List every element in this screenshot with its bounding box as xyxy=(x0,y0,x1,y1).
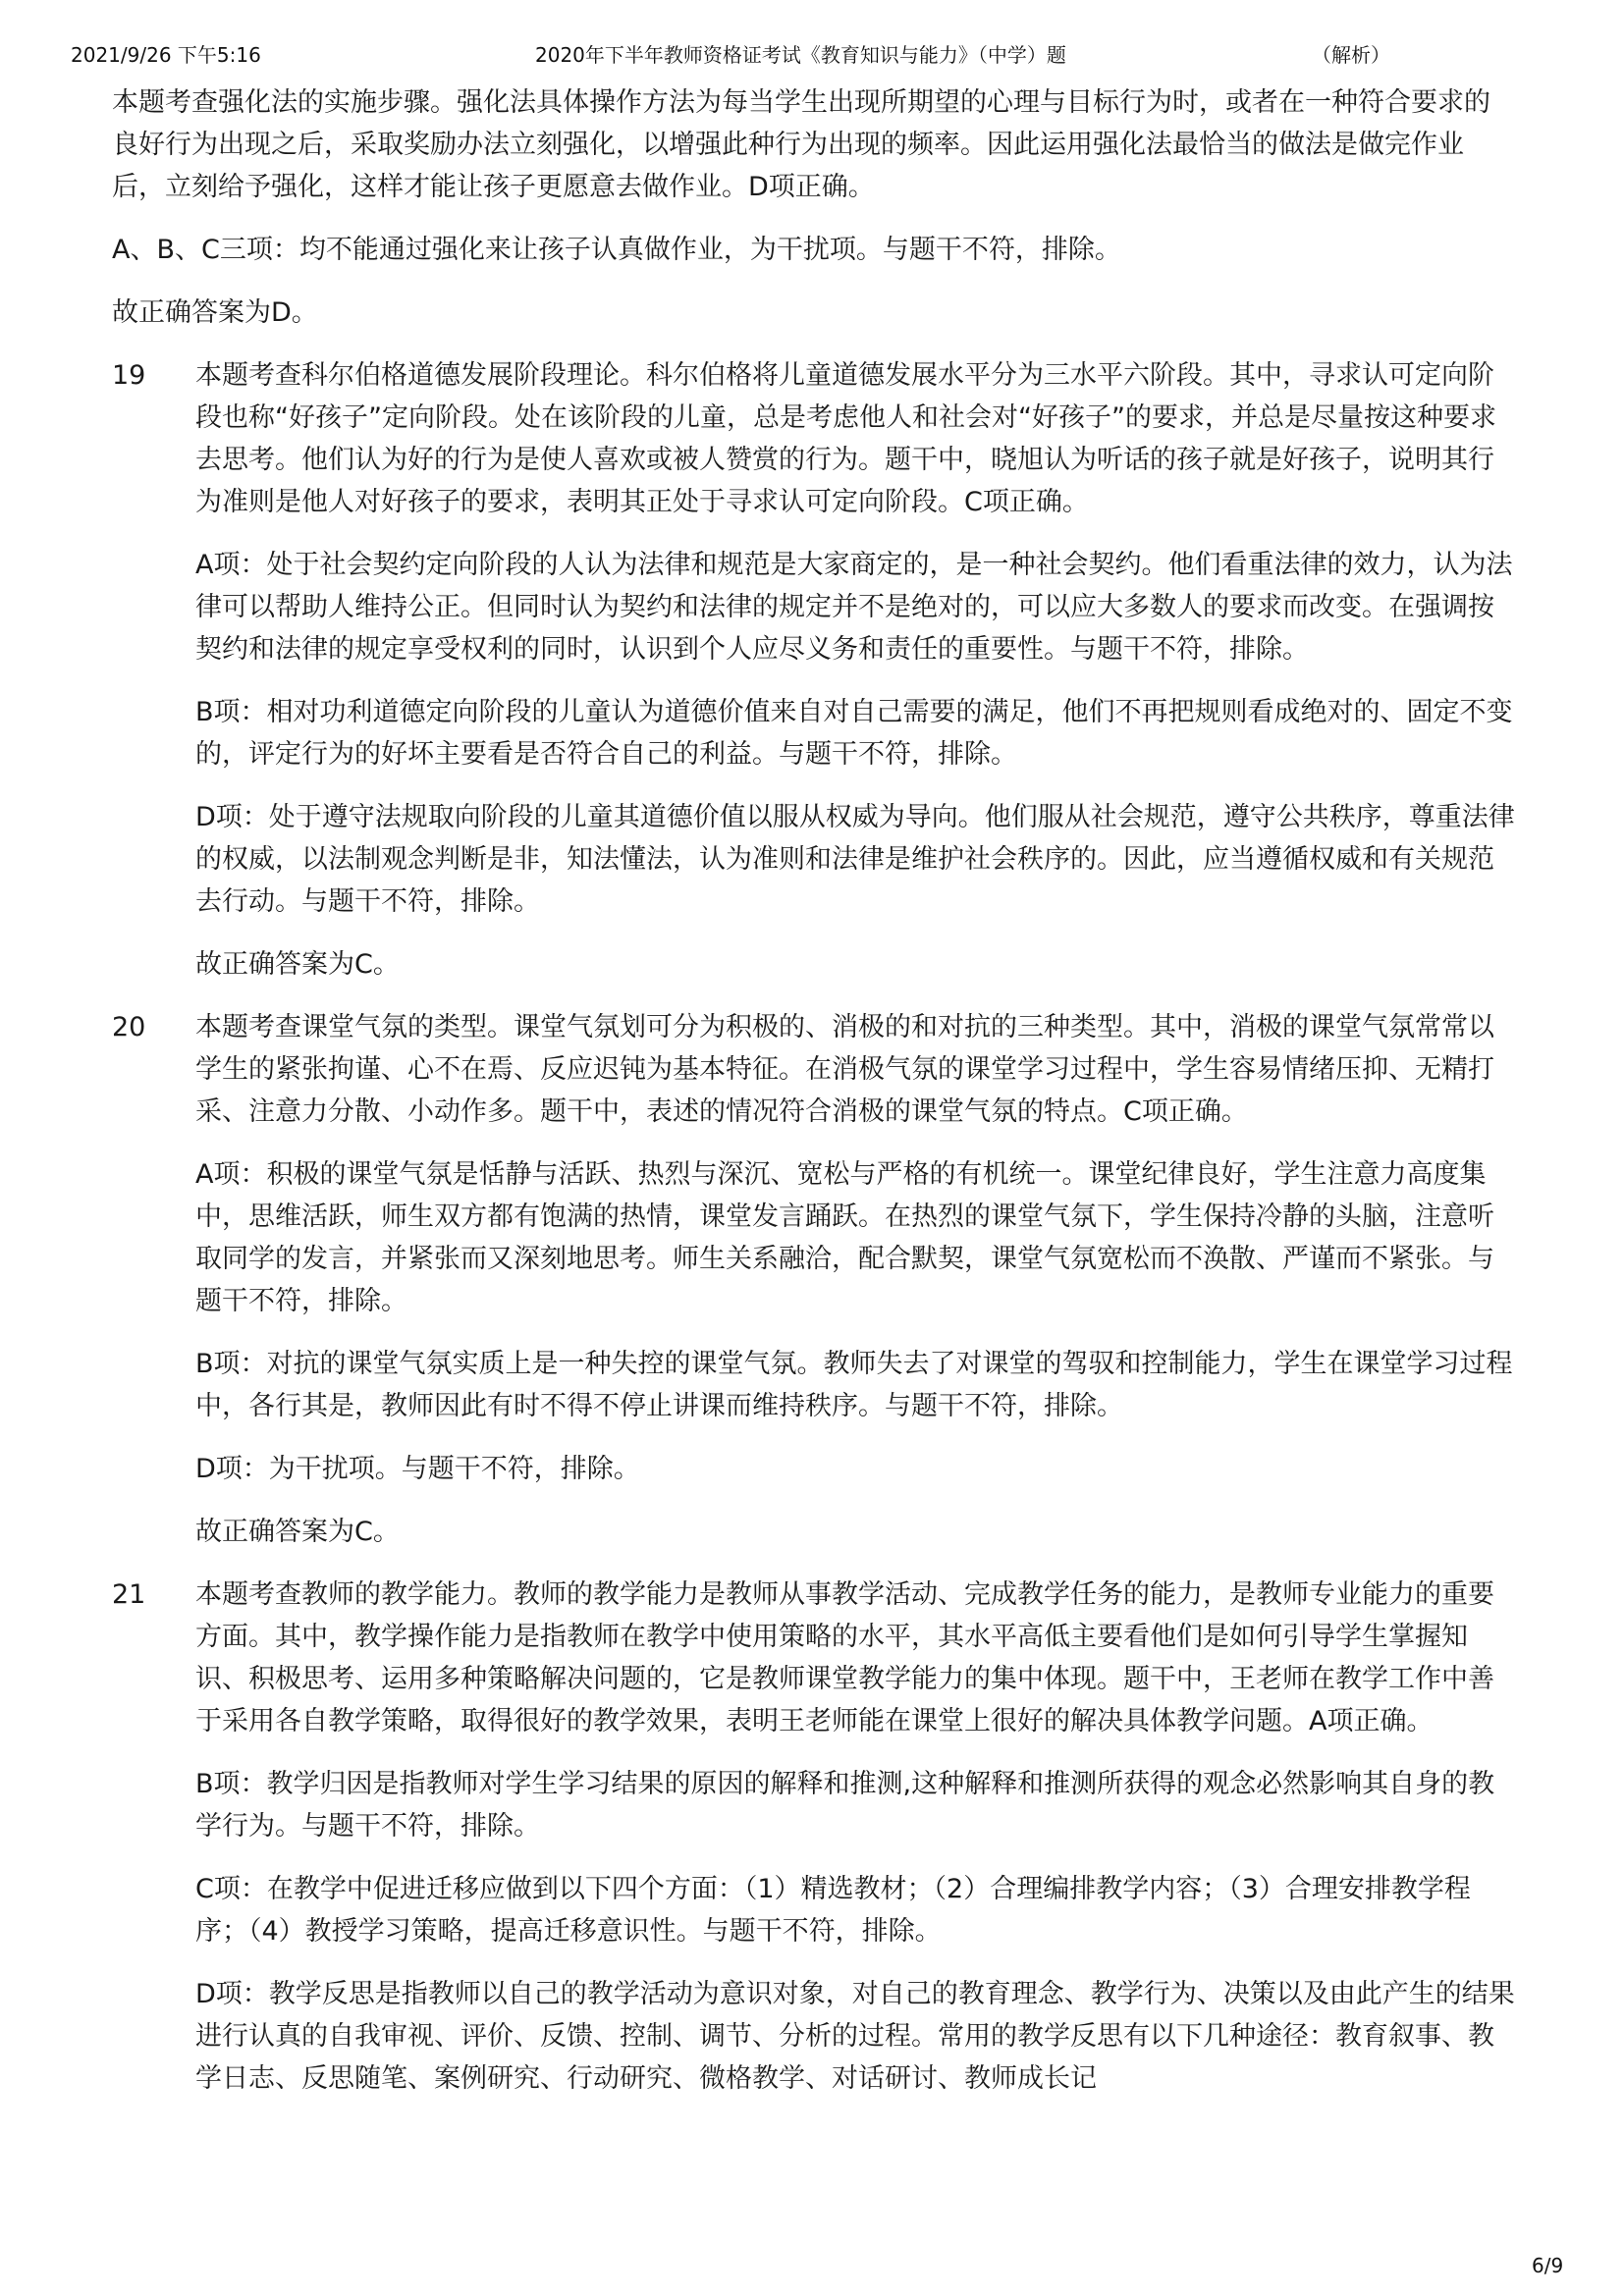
print-datetime: 2021/9/26 下午5:16 xyxy=(71,43,261,67)
page-number: 6/9 xyxy=(1532,2254,1564,2277)
paragraph: 本题考查教师的教学能力。教师的教学能力是教师从事教学活动、完成教学任务的能力，是教师专业能力的重要方面。其中，教学操作能力是指教师在教学中使用策略的水平，其水平高低主要看他们是如何引导学生掌握知识、积极思考、运用多种策略解决问题的，它是教师课堂教学能力的集中体现。题干中，王老师在教学工作中善于采用各自教学策略，取得很好的教学效果，表明王老师能在课堂上很好的解决具体教学问题。A项正确。 xyxy=(195,1579,1494,1736)
paragraph: D项：处于遵守法规取向阶段的儿童其道德价值以服从权威为导向。他们服从社会规范，遵守公共秩序，尊重法律的权威，以法制观念判断是非，知法懂法，认为准则和法律是维护社会秩序的。因此，应当遵循权威和有关规范去行动。与题干不符，排除。 xyxy=(195,802,1515,917)
paragraph: A项：积极的课堂气氛是恬静与活跃、热烈与深沉、宽松与严格的有机统一。课堂纪律良好，学生注意力高度集中，思维活跃，师生双方都有饱满的热情，课堂发言踊跃。在热烈的课堂气氛下，学生保持冷静的头脑，注意听取同学的发言，并紧张而又深刻地思考。师生关系融洽，配合默契，课堂气氛宽松而不涣散、严谨而不紧张。与题干不符，排除。 xyxy=(195,1159,1494,1316)
page-header xyxy=(0,39,1624,73)
intro-section xyxy=(112,81,1516,334)
document-title-suffix: （解析） xyxy=(1312,43,1390,67)
answer-line: 故正确答案为C。 xyxy=(195,1517,400,1547)
question-item-20 xyxy=(112,1006,1516,1553)
question-number: 19 xyxy=(112,360,146,391)
paragraph: C项：在教学中促进迁移应做到以下四个方面：（1）精选教材；（2）合理编排教学内容；（3）合理安排教学程序；（4）教授学习策略，提高迁移意识性。与题干不符，排除。 xyxy=(195,1874,1471,1947)
paragraph: B项：相对功利道德定向阶段的儿童认为道德价值来自对自己需要的满足，他们不再把规则看成绝对的、固定不变的，评定行为的好坏主要看是否符合自己的利益。与题干不符，排除。 xyxy=(195,697,1513,770)
paragraph: 本题考查课堂气氛的类型。课堂气氛划可分为积极的、消极的和对抗的三种类型。其中，消极的课堂气氛常常以学生的紧张拘谨、心不在焉、反应迟钝为基本特征。在消极气氛的课堂学习过程中，学生容易情绪压抑、无精打采、注意力分散、小动作多。题干中，表述的情况符合消极的课堂气氛的特点。C项正确。 xyxy=(195,1012,1494,1127)
question-item-21 xyxy=(112,1574,1516,2100)
paragraph: B项：教学归因是指教师对学生学习结果的原因的解释和推测,这种解释和推测所获得的观念必然影响其自身的教学行为。与题干不符，排除。 xyxy=(195,1769,1495,1842)
paragraph: 本题考查强化法的实施步骤。强化法具体操作方法为每当学生出现所期望的心理与目标行为时，或者在一种符合要求的良好行为出现之后，采取奖励办法立刻强化，以增强此种行为出现的频率。因此运用强化法最恰当的做法是做完作业后，立刻给予强化，这样才能让孩子更愿意去做作业。D项正确。 xyxy=(112,87,1490,202)
paragraph: B项：对抗的课堂气氛实质上是一种失控的课堂气氛。教师失去了对课堂的驾驭和控制能力，学生在课堂学习过程中，各行其是，教师因此有时不得不停止讲课而维持秩序。与题干不符，排除。 xyxy=(195,1349,1513,1421)
question-number: 20 xyxy=(112,1012,146,1042)
answer-line: 故正确答案为C。 xyxy=(195,949,400,980)
document-body xyxy=(112,81,1516,2120)
document-title: 2020年下半年教师资格证考试《教育知识与能力》（中学）题 xyxy=(535,43,1066,67)
paragraph: 本题考查科尔伯格道德发展阶段理论。科尔伯格将儿童道德发展水平分为三水平六阶段。其中，寻求认可定向阶段也称“好孩子”定向阶段。处在该阶段的儿童，总是考虑他人和社会对“好孩子”的要求，并总是尽量按这种要求去思考。他们认为好的行为是使人喜欢或被人赞赏的行为。题干中，晓旭认为听话的孩子就是好孩子，说明其行为准则是他人对好孩子的要求，表明其正处于寻求认可定向阶段。C项正确。 xyxy=(195,360,1496,517)
paragraph: D项：为干扰项。与题干不符，排除。 xyxy=(195,1454,640,1484)
answer-line: 故正确答案为D。 xyxy=(112,297,318,328)
paragraph: D项：教学反思是指教师以自己的教学活动为意识对象，对自己的教育理念、教学行为、决策以及由此产生的结果进行认真的自我审视、评价、反馈、控制、调节、分析的过程。常用的教学反思有以下几种途径：教育叙事、教学日志、反思随笔、案例研究、行动研究、微格教学、对话研讨、教师成长记 xyxy=(195,1979,1515,2094)
question-item-19 xyxy=(112,354,1516,986)
paragraph: A、B、C三项：均不能通过强化来让孩子认真做作业，为干扰项。与题干不符，排除。 xyxy=(112,235,1121,265)
paragraph: A项：处于社会契约定向阶段的人认为法律和规范是大家商定的，是一种社会契约。他们看重法律的效力，认为法律可以帮助人维持公正。但同时认为契约和法律的规定并不是绝对的，可以应大多数人的要求而改变。在强调按契约和法律的规定享受权利的同时，认识到个人应尽义务和责任的重要性。与题干不符，排除。 xyxy=(195,550,1513,665)
question-number: 21 xyxy=(112,1579,146,1610)
